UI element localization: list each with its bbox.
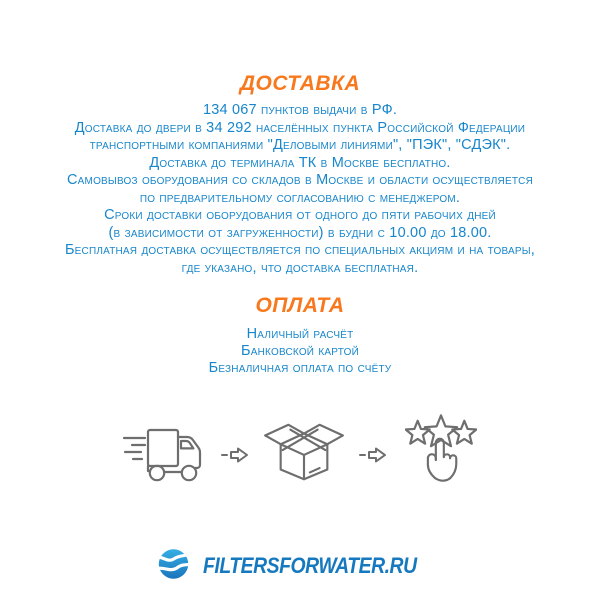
delivery-text-block	[0, 102, 600, 277]
delivery-text-line: Самовывоз оборудования со складов в Москве и области осуществляется	[67, 172, 533, 188]
delivery-text-line: (в зависимости от загруженности) в будни с 10.00 до 18.00.	[108, 224, 492, 241]
delivery-truck-icon	[122, 424, 212, 484]
footer-brand-bar	[0, 546, 600, 586]
delivery-text-line: 134 067 пунктов выдачи в РФ.	[202, 102, 398, 118]
payment-text-line: Безналичная оплата по счёту	[208, 360, 392, 376]
delivery-text-line: Сроки доставки оборудования от одного до пяти рабочих дней	[104, 207, 496, 223]
payment-text-line: Наличный расчёт	[246, 326, 354, 342]
arrow-right-icon	[359, 445, 387, 465]
arrow-right-icon	[221, 445, 249, 465]
brand-logo-icon[interactable]	[155, 547, 193, 586]
delivery-text-line: где указано, что доставка бесплатная.	[181, 259, 419, 276]
delivery-text-line: Доставка до двери в 34 292 населённых пункта Российской Федерации	[74, 119, 526, 136]
rating-stars-hand-icon	[405, 413, 477, 483]
delivery-text-line: Доставка до терминала ТК в Москве бесплатно.	[149, 154, 451, 171]
delivery-text-line: транспортными компаниями "Деловыми линиями", "ПЭК", "СДЭК".	[89, 137, 511, 153]
payment-section-title: ОПЛАТА	[255, 294, 345, 317]
delivery-text-line: Бесплатная доставка осуществляется по специальных акциям и на товары,	[64, 242, 536, 258]
open-box-icon	[263, 417, 345, 487]
payment-text-block	[0, 326, 600, 377]
delivery-section-title: ДОСТАВКА	[239, 72, 361, 95]
payment-text-line: Банковской картой	[241, 343, 359, 359]
delivery-text-line: по предварительному согласованию с менеджером.	[139, 189, 461, 206]
brand-name[interactable]: FILTERSFORWATER.RU	[202, 553, 417, 578]
